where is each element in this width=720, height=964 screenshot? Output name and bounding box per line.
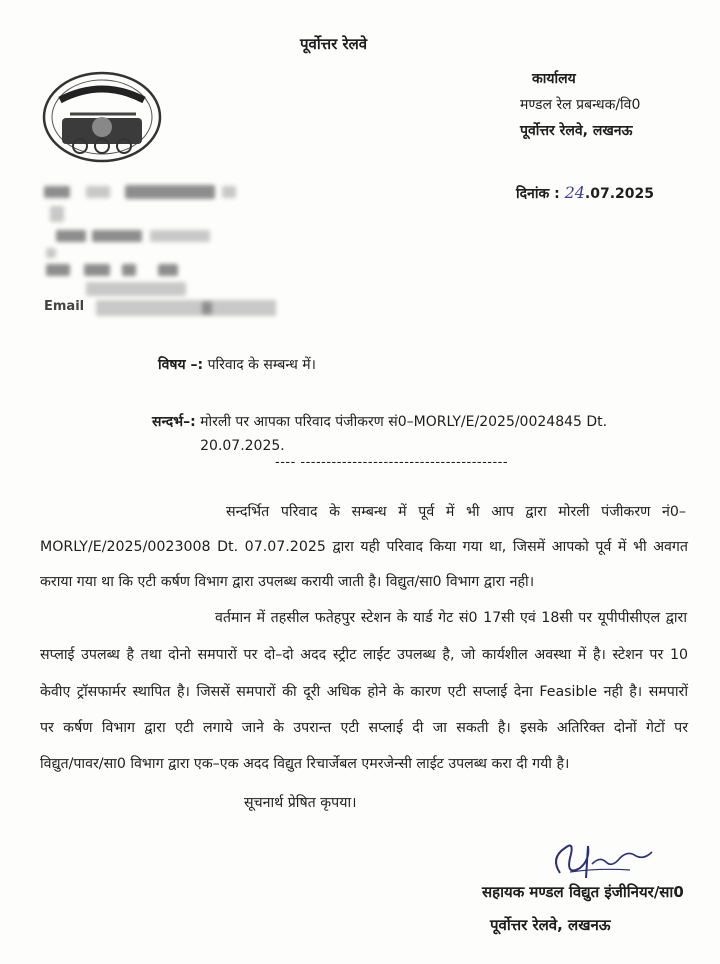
date-rest: .07.2025 (584, 186, 655, 202)
body-line: MORLY/E/2025/0023008 Dt. 07.07.2025 द्वारा यही परिवाद किया गया था, जिसमें आपको पूर्व में भी अवगत (40, 539, 688, 555)
reference-line (152, 410, 672, 458)
subject-text: परिवाद के सम्बन्ध में। (207, 357, 316, 373)
reference-label: सन्दर्भ–: (152, 414, 196, 430)
body-line: विद्युत/पावर/सा0 विभाग द्वारा एक–एक अदद विद्युत रिचार्जेबल एमरजेन्सी लाईट उपलब्ध करा दी गयी है। (40, 756, 570, 772)
date-label: दिनांक : (516, 186, 560, 202)
subject-label: विषय –: (158, 357, 204, 373)
date-handwritten-day: 24 (564, 183, 585, 202)
signatory-designation: सहायक मण्डल विद्युत इंजीनियर/सा0 (482, 883, 684, 901)
body-line: सन्दर्भित परिवाद के सम्बन्ध में पूर्व में भी आप द्वारा मोरली पंजीकरण नं0– (226, 504, 686, 520)
body-line: वर्तमान में तहसील फतेहपुर स्टेशन के यार्ड गेट सं0 17सी एवं 18सी पर यूपीपीसीएल द्वारा (215, 610, 687, 626)
office-line: मण्डल रेल प्रबन्धक/वि0 (520, 97, 641, 113)
closing-line: सूचनार्थ प्रेषित कृपया। (244, 795, 357, 811)
signature-block (482, 876, 684, 942)
signatory-org: पूर्वोत्तर रेलवे, लखनऊ (490, 916, 611, 934)
body-line: कराया गया था कि एटी कर्षण विभाग द्वारा उपलब्ध करायी जाती है। विद्युत/सा0 विभाग द्वारा नही। (40, 574, 535, 590)
body-line: पर कर्षण विभाग द्वारा एटी लगाये जाने के उपरान्त एटी सप्लाई दी जा सकती है। इसके अतिरिक्त दोनों गेटों पर (40, 720, 688, 736)
body-line: केवीए ट्रॉसफार्मर स्थापित है। जिससें समपारों की दूरी अधिक होने के कारण एटी सप्लाई देना Feasible नही है। समपारों (40, 684, 688, 700)
office-address (520, 66, 640, 144)
org-title: पूर्वोत्तर रेलवे (300, 35, 368, 53)
divider: ---- ---------------------------------------- (275, 455, 509, 470)
body-line: सप्लाई उपलब्ध है तथा दोनो समपारों पर दो–दो अदद स्ट्रीट लाईट उपलब्ध है, जो कार्यशील अवस्था में है। स्टेशन पर 10 (40, 647, 688, 663)
reference-text: मोरली पर आपका परिवाद पंजीकरण सं0–MORLY/E/2025/0024845 Dt. 20.07.2025. (200, 414, 608, 454)
letter-date (516, 183, 654, 203)
indian-railways-logo-icon (40, 70, 165, 165)
subject-line (158, 355, 316, 374)
office-line: पूर्वोत्तर रेलवे, लखनऊ (520, 123, 633, 139)
email-label: Email (44, 299, 85, 314)
office-line: कार्यालय (532, 71, 576, 87)
